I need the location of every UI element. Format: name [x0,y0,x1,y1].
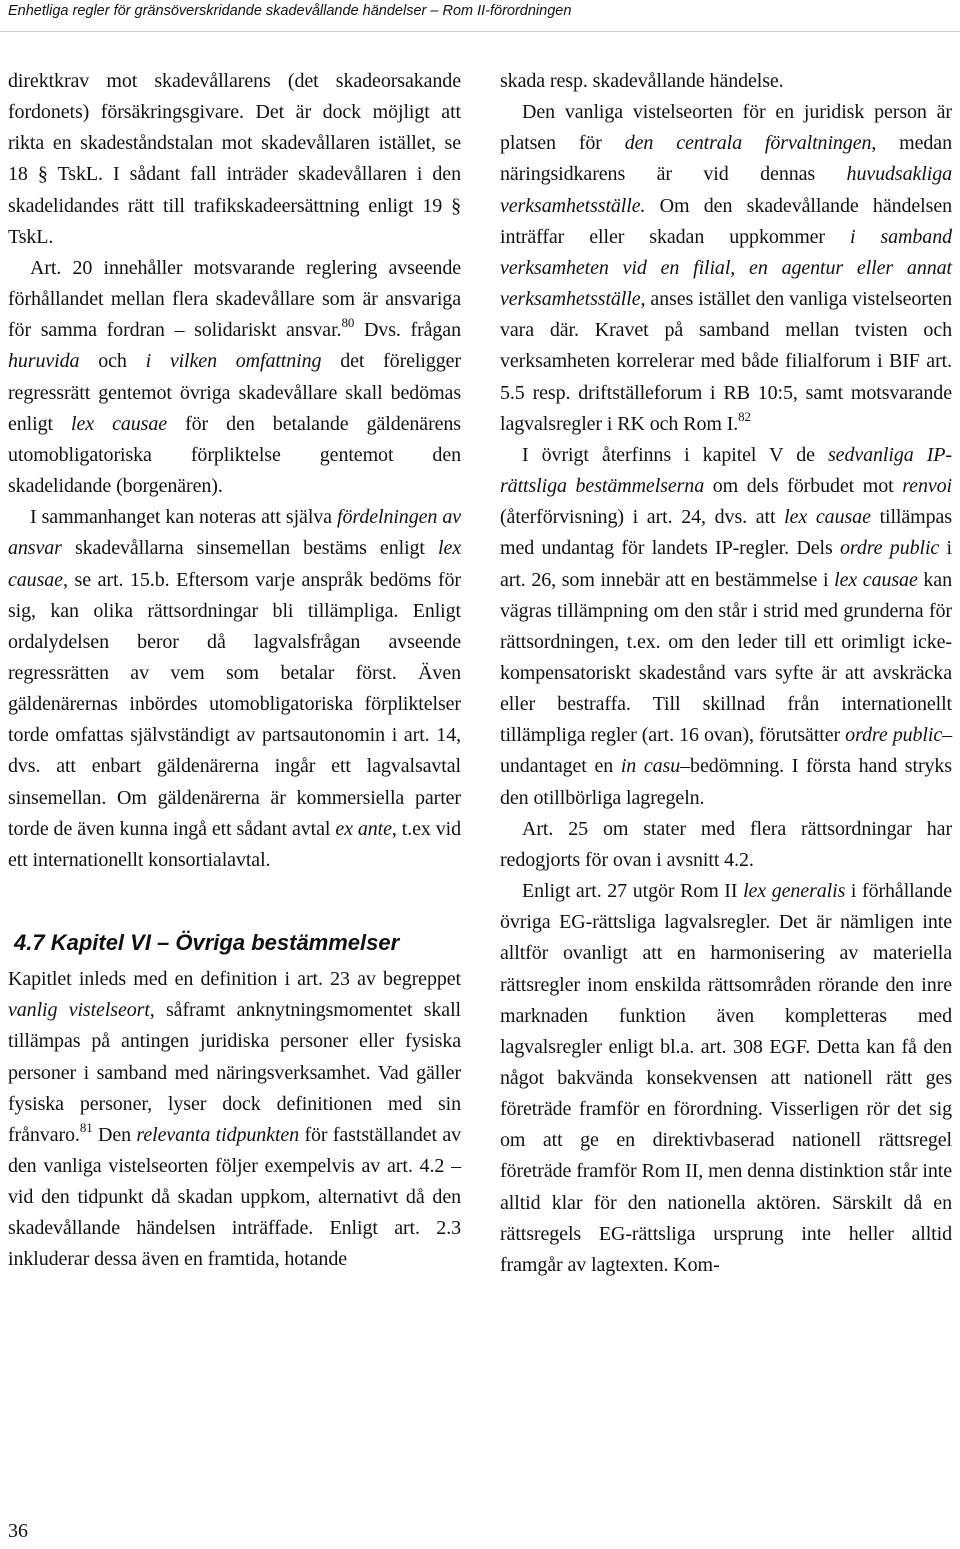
paragraph: direktkrav mot skadevållarens (det skadeorsakande fordonets) försäkringsgivare. Det är dock möjligt att rikta en skadeståndstalan mot skadevållaren istället, se 18 § TskL. I sådant fall inträder skadevållaren i den skadelidandes rätt till trafikskadeersättning enligt 19 § TskL. [8,70,461,248]
paragraph: I övrigt återfinns i kapitel V de sedvanliga IP-rättsliga bestämmelserna om dels förbudet mot renvoi (återförvisning) i art. 24, dvs. att lex causae tillämpas med undantag för landets IP-regler. Dels ordre public i art. 26, som innebär att en bestämmelse i lex causae kan vägras tillämpning om den står i strid med grunderna för rättsordningen, t.ex. om den leder till ett orimligt icke-kompensatoriskt skadestånd vars syfte är att avskräcka eller bestraffa. Till skillnad från internationellt tillämpliga regler (art. 16 ovan), förutsätter ordre public–undantaget en in casu–bedömning. I första hand stryks den otillbörliga lagregeln. [500,443,953,809]
paragraph: Enligt art. 27 utgör Rom II lex generalis i förhållande övriga EG-rättsliga lagvalsregler. Det är nämligen inte alltför ovanligt att en harmonisering av materiella rättsregler inom enskilda rättsområden rörande den inre marknaden funktion även kompletteras med lagvalsregler enligt bl.a. art. 308 EGF. Detta kan få den något bakvända konsekvensen att nationell rätt ges företräde framför en förordning. Visserligen rör det sig om att ge en direktivbaserad nationell rättsregel företräde framför Rom II, men denna distinktion står inte alltid klar för den nationella aktören. Särskilt då en rättsregels EG-rättsliga ursprung inte heller alltid framgår av lagtexten. Kom- [500,880,952,1276]
footnote-ref-81[interactable]: 81 [79,1119,93,1135]
paragraph: Art. 20 innehåller motsvarande reglering avseende förhållandet mellan flera skadevållare som är ansvariga för samma fordran – solidariskt ansvar.$^{80}$ Dvs. frågan huruvida och i vilken omfattning det föreligger regressrätt gentemot övriga skadevållare skall bedömas enligt lex causae för den betalande gäldenärens utomobligatoriska förpliktelse gentemot den skadelidande (borgenären). [8,256,461,498]
running-header: Enhetliga regler för gränsöverskridande skadevållande händelser – Rom II-förordningen [8,3,572,19]
right-column [500,66,952,1281]
paragraph: Den vanliga vistelseorten för en juridisk person är platsen för den centrala förvaltningen, medan näringsidkarens är vid dennas huvudsakliga verksamhetsställe. Om den skadevållande händelsen inträffar eller skadan uppkommer i samband verksamheten vid en filial, en agentur eller annat verksamhetsställe, anses istället den vanliga vistelseorten vara där. Kravet på samband mellan tvisten och verksamheten korrelerar med både filialforum i BIF art. 5.5 resp. driftställeforum i RB 10:5, samt motsvarande lagvalsregler i RK och Rom I.$^{82}$ [500,101,952,435]
paragraph: Art. 25 om stater med flera rättsordningar har redogjorts för ovan i avsnitt 4.2. [500,817,952,871]
footnote-ref-82[interactable]: 82 [738,408,751,424]
section-heading: 4.7 Kapitel VI – Övriga bestämmelser [14,930,400,956]
header-divider [0,31,960,32]
footnote-ref-80[interactable]: 80 [341,315,355,331]
paragraph: Kapitlet inleds med en definition i art. 23 av begreppet vanlig vistelseort, såframt anknytningsmomentet skall tillämpas på antingen juridiska personer eller fysiska personer i samband med näringsverksamhet. Vad gäller fysiska personer, lyser dock definitionen med sin frånvaro.$^{81}$ Den relevanta tidpunkten för fastställandet av den vanliga vistelseorten följer exempelvis av art. 4.2 – vid den tidpunkt då skadan uppkom, alternativt då den skadevållande händelsen inträffade. Enligt art. 2.3 inkluderar dessa även en framtida, hotande [8,968,461,1271]
paragraph: I sammanhanget kan noteras att själva fördelningen av ansvar skadevållarna sinsemellan bestäms enligt lex causae, se art. 15.b. Eftersom varje anspråk bedöms för sig, kan olika rättsordningar bli tillämpliga. Enligt ordalydelsen beror då lagvalsfrågan avseende regressrätten av vem som betalar först. Även gäldenärernas inbördes utomobligatoriska förpliktelser torde omfattas självständigt av partsautonomin i art. 14, dvs. att enbart gäldenärerna ingår ett lagvalsavtal sinsemellan. Om gäldenärerna är kommersiella parter torde de även kunna ingå ett sådant avtal ex ante, t.ex vid ett internationellt konsortialavtal. [8,506,462,871]
page-number: 36 [8,1520,28,1542]
left-column [8,66,461,1276]
paragraph: skada resp. skadevållande händelse. [500,70,784,92]
